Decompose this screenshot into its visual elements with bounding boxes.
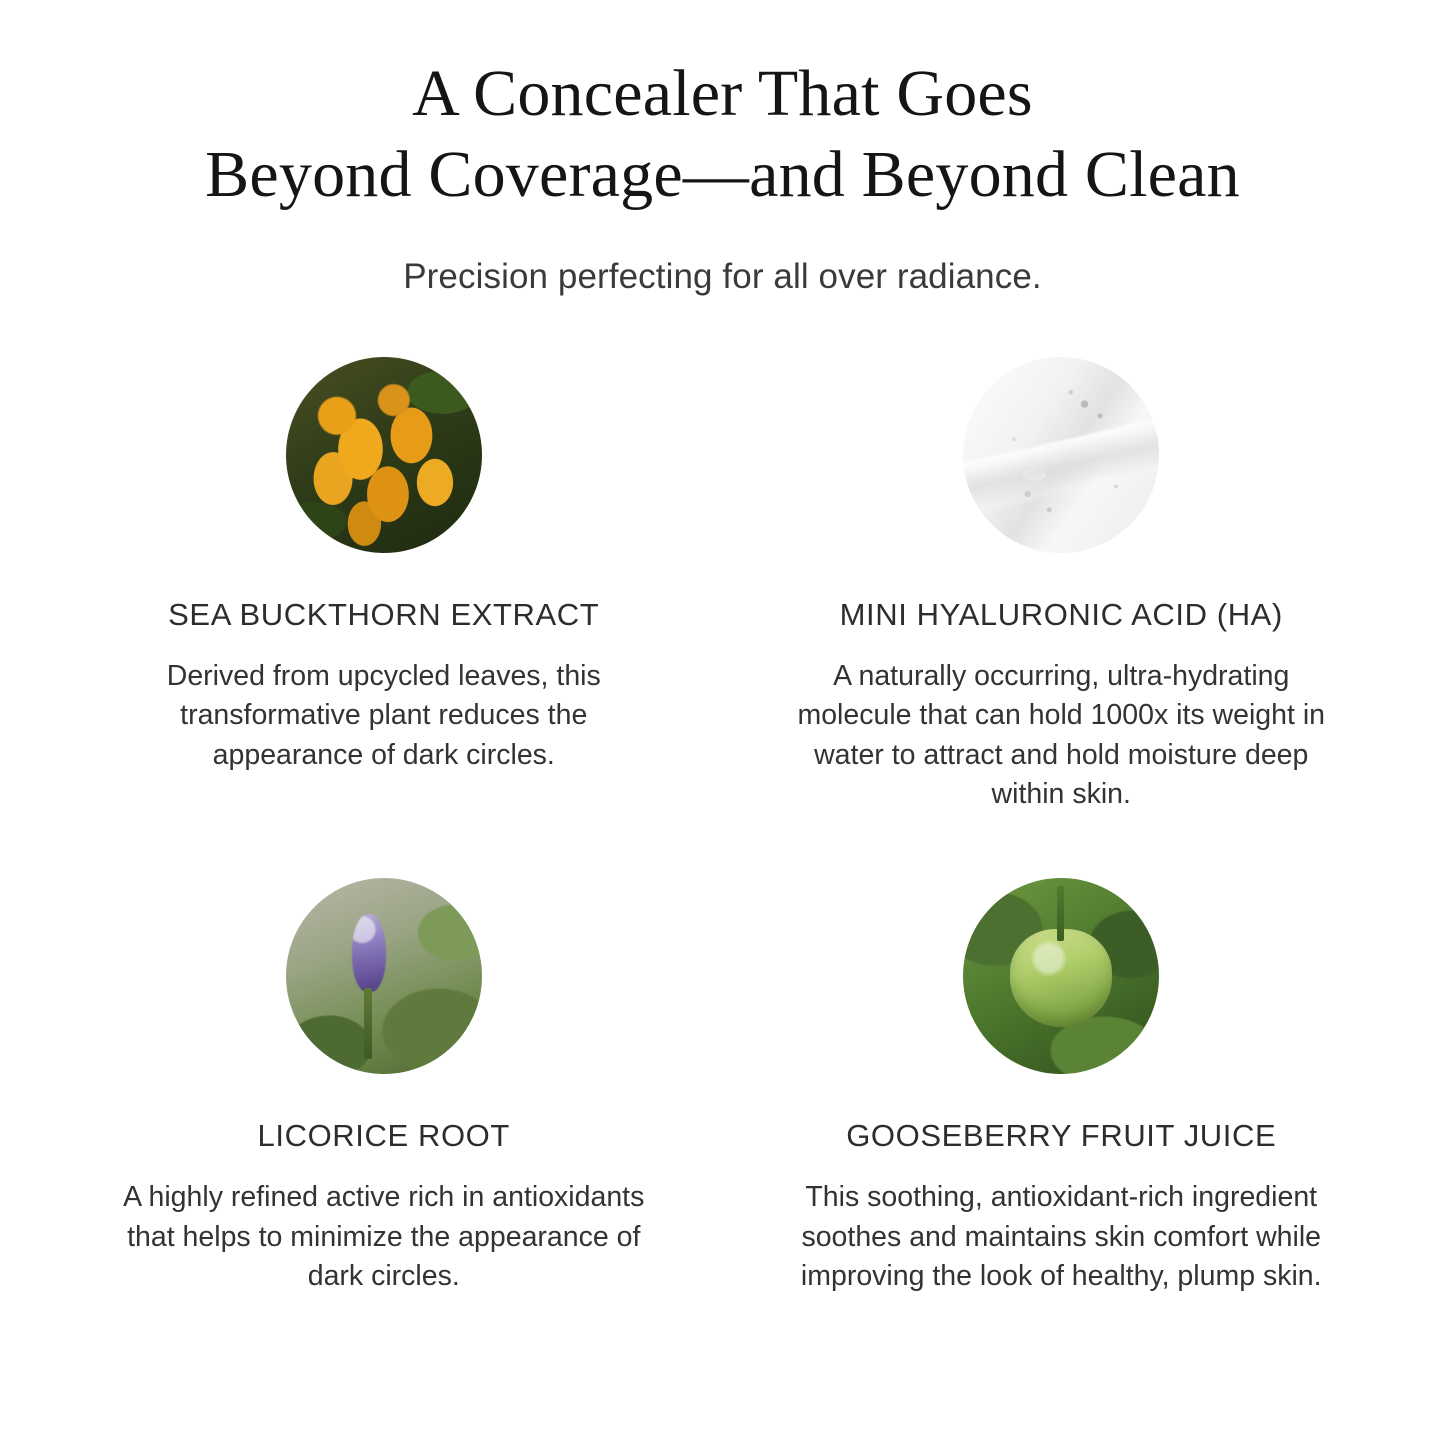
ingredient-description: Derived from upcycled leaves, this transformative plant reduces the appearance of dark circles. <box>166 660 601 771</box>
sea-buckthorn-image <box>286 357 482 553</box>
ingredient-card-hyaluronic-acid <box>738 357 1386 814</box>
headline-line-1: A Concealer That Goes <box>412 57 1033 130</box>
ingredient-description: This soothing, antioxidant-rich ingredient soothes and maintains skin comfort while improving the look of healthy, plump skin. <box>800 1181 1322 1292</box>
ingredient-title: MINI HYALURONIC ACID (HA) <box>839 597 1283 633</box>
page-title <box>205 54 1240 215</box>
ingredient-grid <box>60 357 1385 1296</box>
headline-line-2: Beyond Coverage—and Beyond Clean <box>205 137 1240 211</box>
ingredient-title: LICORICE ROOT <box>257 1118 510 1154</box>
licorice-root-image <box>286 878 482 1074</box>
ingredient-title: GOOSEBERRY FRUIT JUICE <box>846 1118 1277 1154</box>
ingredient-description: A naturally occurring, ultra-hydrating molecule that can hold 1000x its weight in water to attract and hold moisture deep within skin. <box>797 660 1326 811</box>
ingredient-description: A highly refined active rich in antioxidants that helps to minimize the appearance of dark circles. <box>123 1181 645 1292</box>
ingredient-card-licorice-root <box>60 878 708 1296</box>
ingredient-card-gooseberry <box>738 878 1386 1296</box>
hyaluronic-acid-image <box>963 357 1159 553</box>
page-subtitle: Precision perfecting for all over radiance. <box>403 257 1042 297</box>
gooseberry-image <box>963 878 1159 1074</box>
ingredient-card-sea-buckthorn <box>60 357 708 814</box>
ingredient-title: SEA BUCKTHORN EXTRACT <box>168 597 600 633</box>
